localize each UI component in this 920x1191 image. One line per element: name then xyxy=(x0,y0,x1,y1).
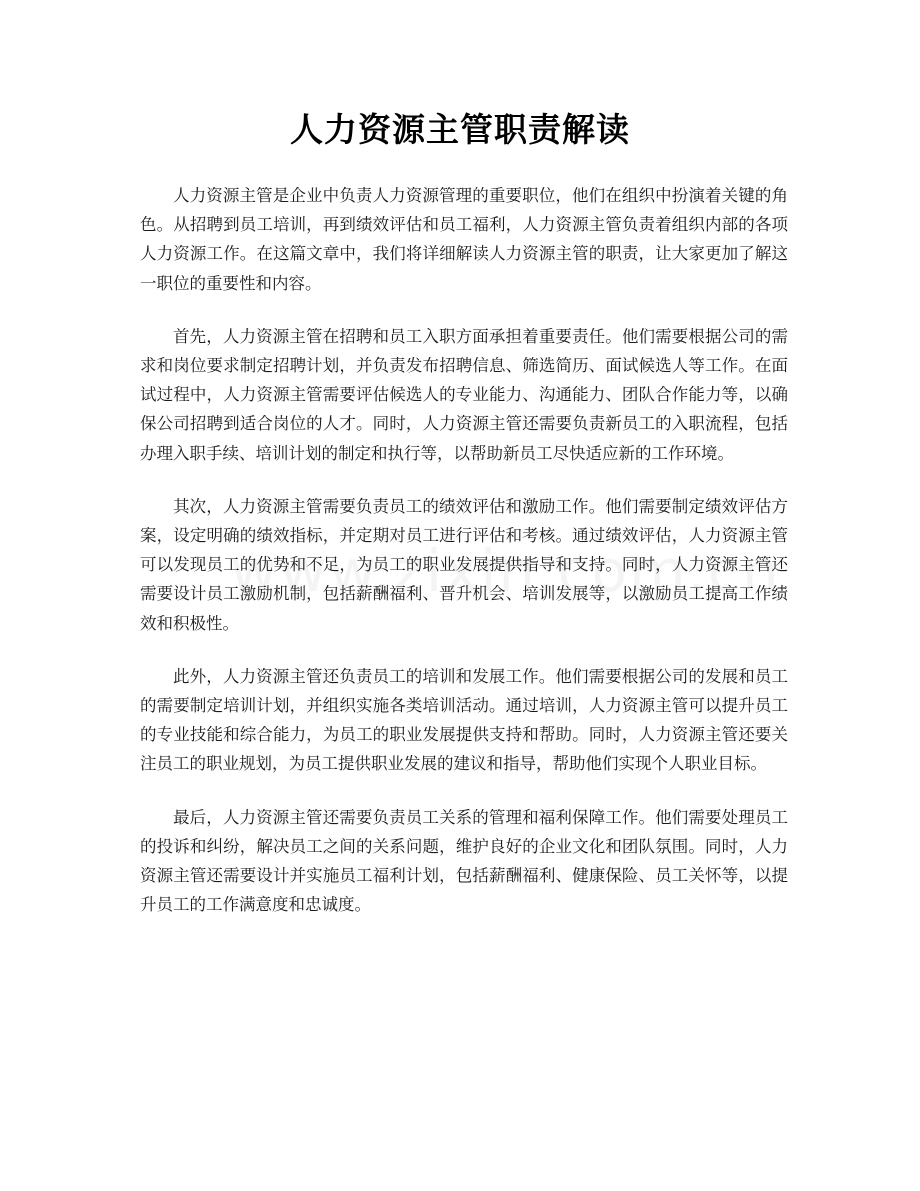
paragraph-performance: 其次，人力资源主管需要负责员工的绩效评估和激励工作。他们需要制定绩效评估方案，设定明确的绩效指标，并定期对员工进行评估和考核。通过绩效评估，人力资源主管可以发现员工的优势和不足，为员工的职业发展提供指导和支持。同时，人力资源主管还需要设计员工激励机制，包括薪酬福利、晋升机会、培训发展等，以激励员工提高工作绩效和积极性。 xyxy=(140,496,788,633)
paragraph-employee-relations: 最后，人力资源主管还需要负责员工关系的管理和福利保障工作。他们需要处理员工的投诉和纠纷，解决员工之间的关系问题，维护良好的企业文化和团队氛围。同时，人力资源主管还需要设计并实施员工福利计划，包括薪酬福利、健康保险、员工关怀等，以提升员工的工作满意度和忠诚度。 xyxy=(140,807,788,915)
paragraph-recruitment: 首先，人力资源主管在招聘和员工入职方面承担着重要责任。他们需要根据公司的需求和岗位要求制定招聘计划，并负责发布招聘信息、筛选简历、面试候选人等工作。在面试过程中，人力资源主管需要评估候选人的专业能力、沟通能力、团队合作能力等，以确保公司招聘到适合岗位的人才。同时，人力资源主管还需要负责新员工的入职流程，包括办理入职手续、培训计划的制定和执行等，以帮助新员工尽快适应新的工作环境。 xyxy=(140,326,788,463)
paragraph-intro: 人力资源主管是企业中负责人力资源管理的重要职位，他们在组织中扮演着关键的角色。从招聘到员工培训，再到绩效评估和员工福利，人力资源主管负责着组织内部的各项人力资源工作。在这篇文章中，我们将详细解读人力资源主管的职责，让大家更加了解这一职位的重要性和内容。 xyxy=(140,186,788,293)
document-title: 人力资源主管职责解读 xyxy=(290,110,630,149)
document-body xyxy=(140,181,788,943)
paragraph-training: 此外，人力资源主管还负责员工的培训和发展工作。他们需要根据公司的发展和员工的需要制定培训计划，并组织实施各类培训活动。通过培训，人力资源主管可以提升员工的专业技能和综合能力，为员工的职业发展提供支持和帮助。同时，人力资源主管还要关注员工的职业规划，为员工提供职业发展的建议和指导，帮助他们实现个人职业目标。 xyxy=(140,666,788,774)
